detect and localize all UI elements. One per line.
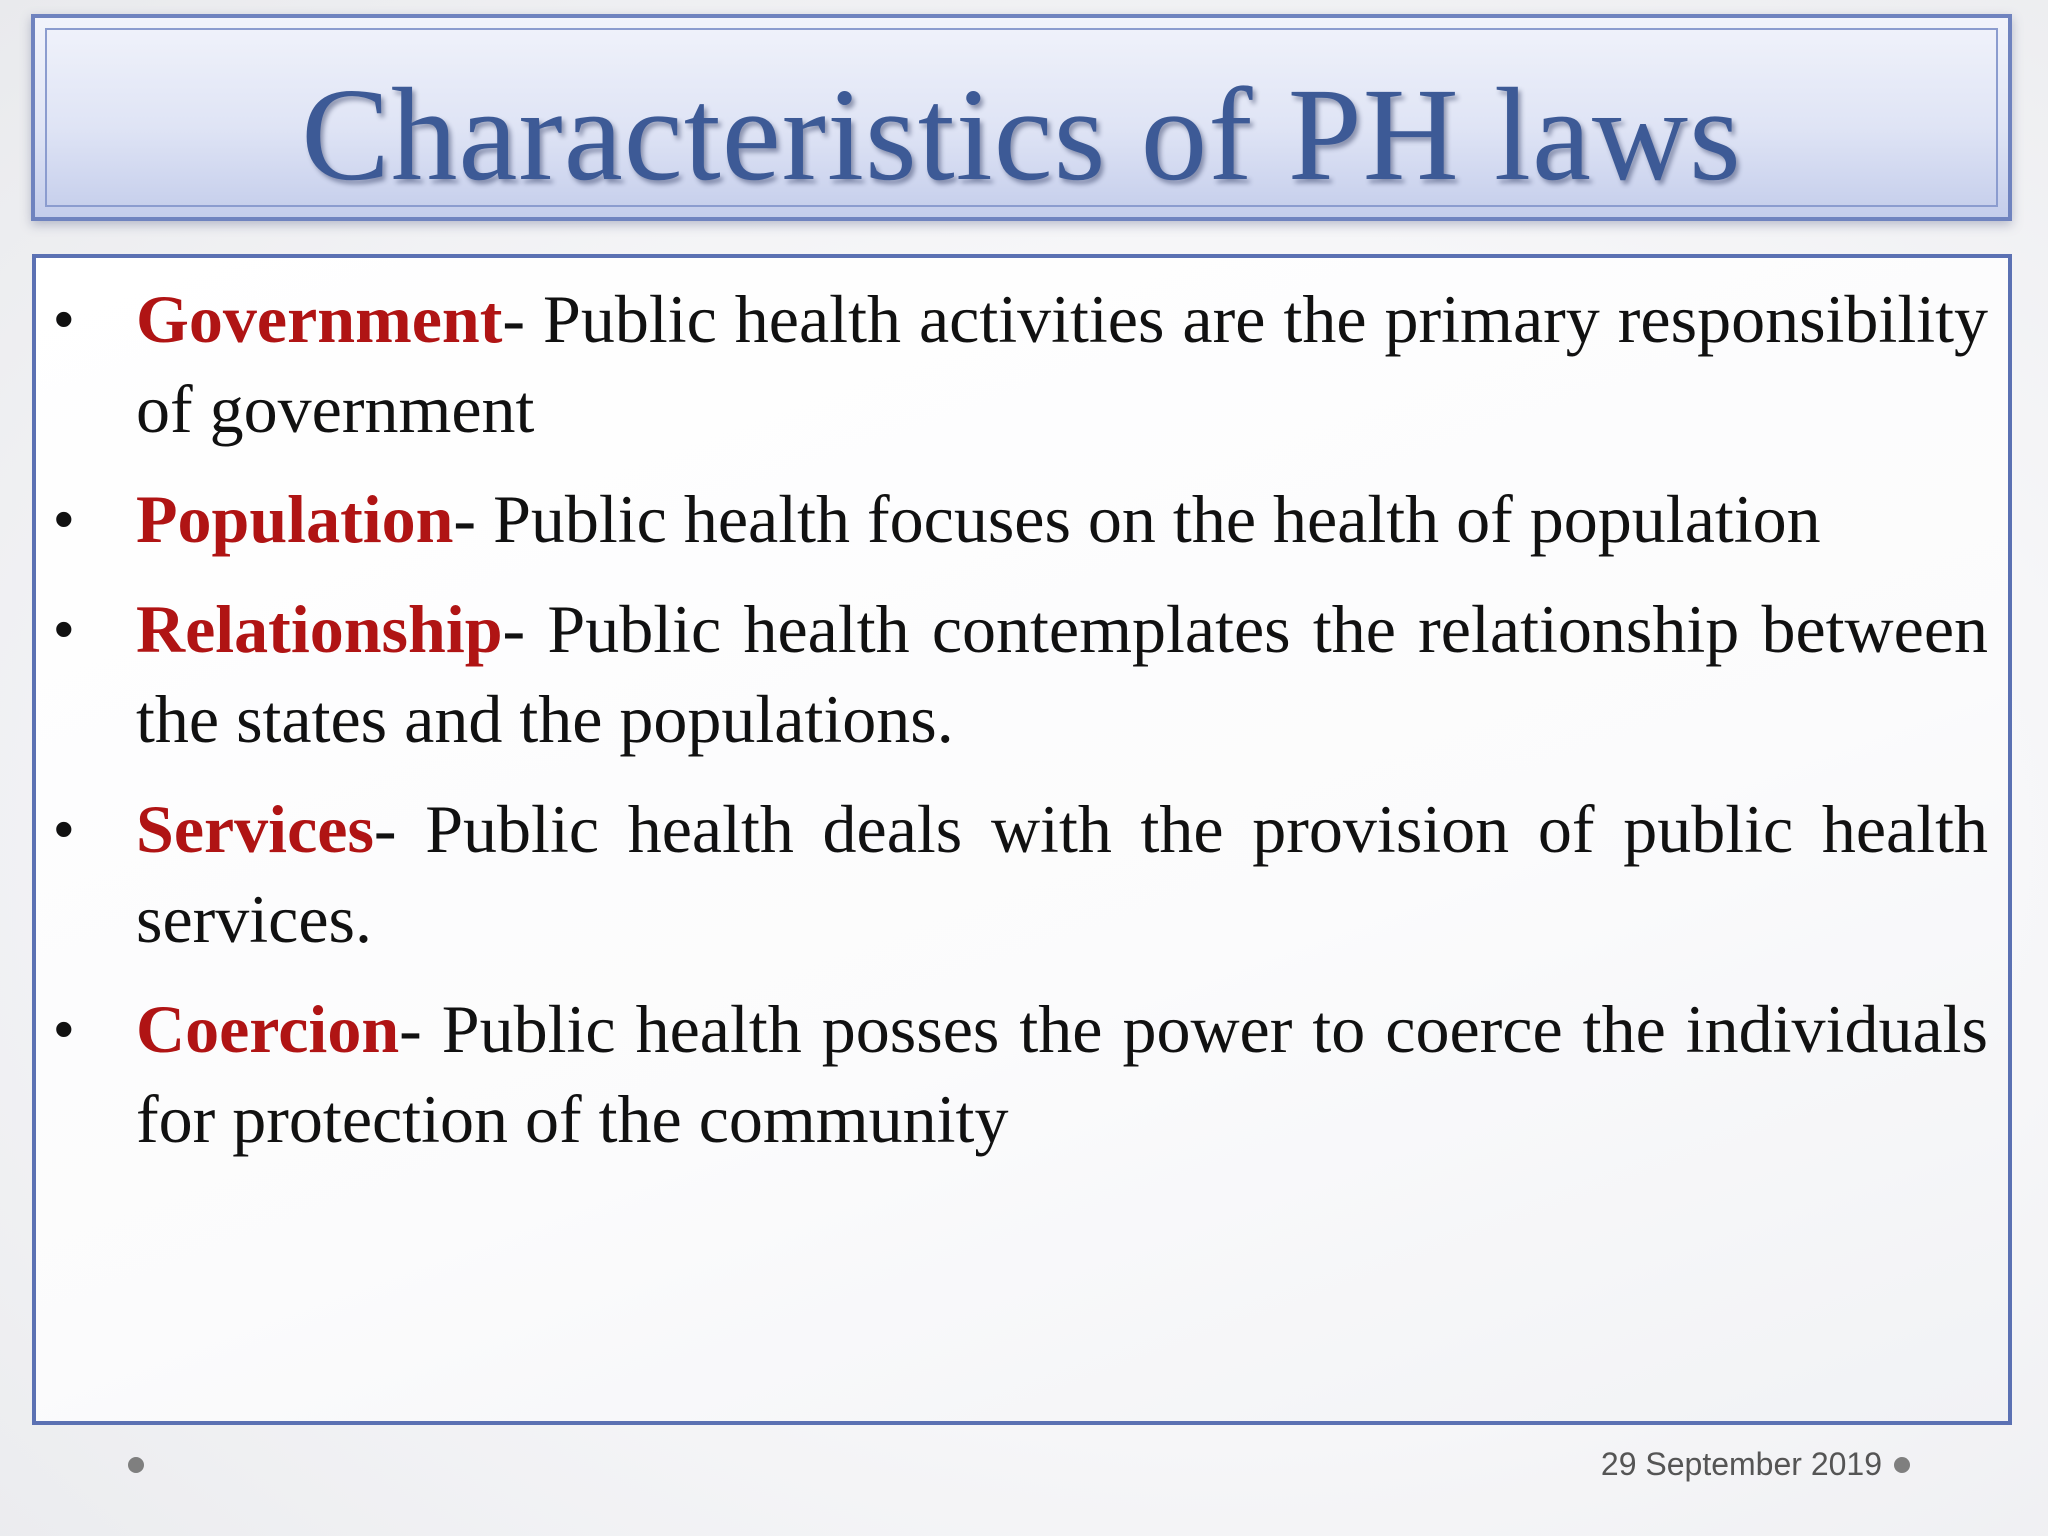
bullet-marker: •: [54, 597, 74, 660]
bullet-term: Population: [136, 481, 454, 557]
bullet-item-government: [36, 274, 2008, 454]
bullet-marker: •: [54, 997, 74, 1060]
bullet-term: Government: [136, 281, 503, 357]
bullet-text: - Public health focuses on the health of population: [453, 481, 1821, 557]
bullet-marker: •: [54, 287, 74, 350]
bullet-term: Coercion: [136, 991, 400, 1067]
footer-date: 29 September 2019: [1600, 1446, 1882, 1482]
footer-left-dot: [128, 1457, 144, 1473]
bullet-text: - Public health deals with the provision of public health services.: [136, 791, 1988, 957]
footer-right-dot: [1894, 1457, 1910, 1473]
bullet-text: - Public health posses the power to coerce the individuals for protection of the community: [136, 991, 1988, 1157]
bullet-text: - Public health activities are the primary responsibility of government: [136, 281, 1988, 447]
bullet-list: [36, 274, 2008, 1184]
bullet-marker: •: [54, 797, 74, 860]
bullet-item-services: [36, 784, 2008, 964]
bullet-term: Relationship: [136, 591, 503, 667]
bullet-marker: •: [54, 487, 74, 550]
slide-title: Characteristics of PH laws: [301, 60, 1742, 208]
bullet-text: - Public health contemplates the relationship between the states and the populations.: [136, 591, 1988, 757]
title-banner: [31, 14, 2012, 221]
bullet-term: Services: [136, 791, 374, 867]
bullet-item-coercion: [36, 984, 2008, 1164]
content-panel: [32, 254, 2012, 1425]
bullet-item-relationship: [36, 584, 2008, 764]
bullet-item-population: [36, 474, 2008, 564]
